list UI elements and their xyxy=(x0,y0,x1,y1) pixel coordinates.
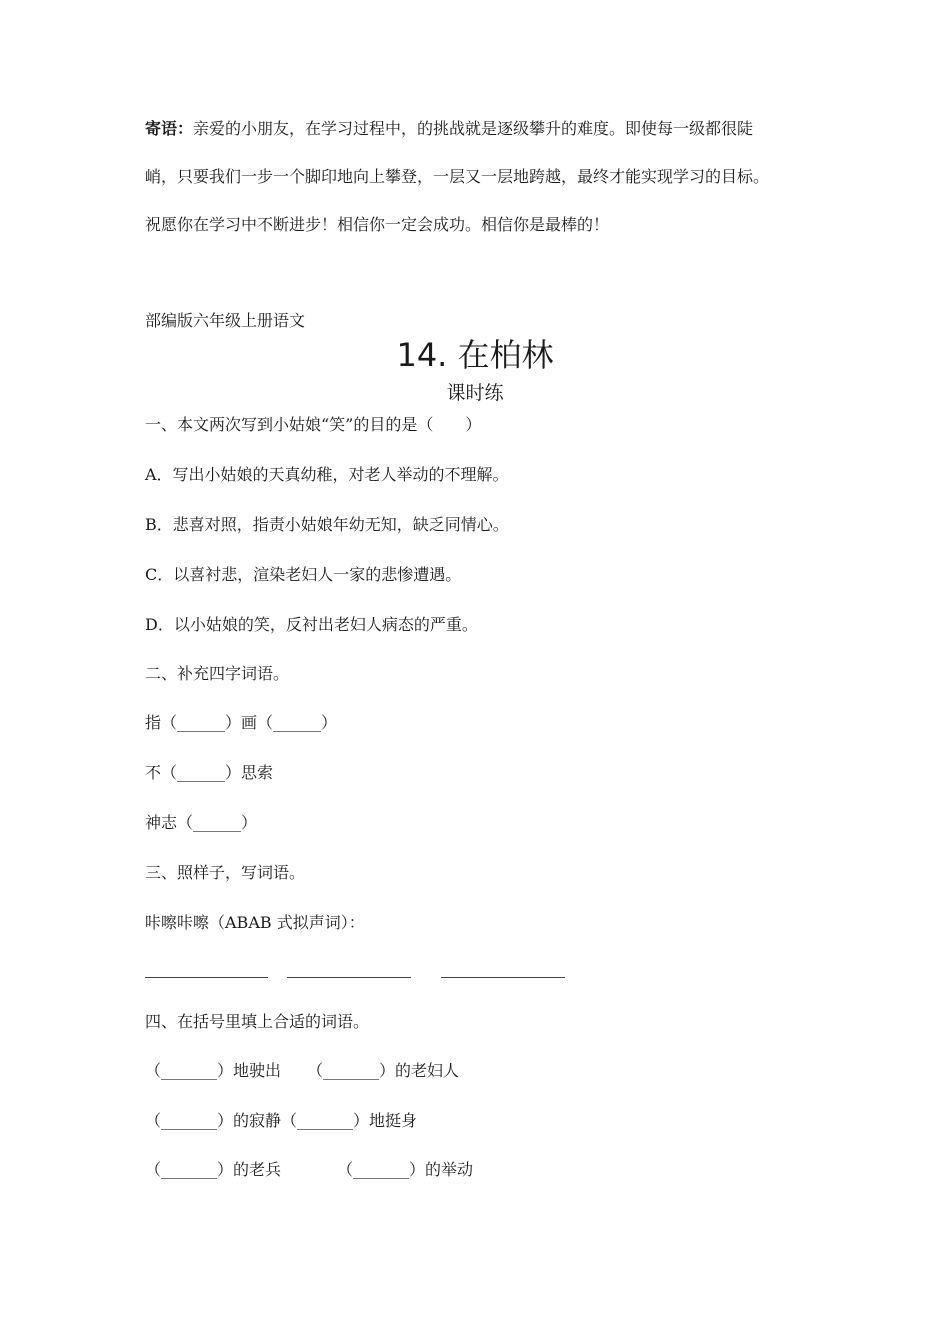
fill-item: （_______）地驶出 xyxy=(145,1061,282,1080)
question-2-item-2: 不（______）思索 xyxy=(145,763,274,782)
subject-label: 部编版六年级上册语文 xyxy=(145,311,306,330)
question-1-stem: 一、本文两次写到小姑娘“笑”的目的是（ ） xyxy=(145,415,482,434)
question-1-option-c: C．以喜衬悲，渲染老妇人一家的悲惨遭遇。 xyxy=(145,565,462,584)
answer-blank-2[interactable] xyxy=(287,977,411,978)
fill-item: （_______）的老兵 xyxy=(145,1160,282,1179)
page-title: 14. 在柏林 xyxy=(396,336,554,374)
question-3-stem: 三、照样子，写词语。 xyxy=(145,863,306,882)
answer-blank-3[interactable] xyxy=(441,977,565,978)
fill-item: （_______）的寂静 xyxy=(145,1111,282,1130)
motto-line-1 xyxy=(145,116,753,139)
question-4-row-3 xyxy=(145,1157,473,1180)
motto-line-2: 峭，只要我们一步一个脚印地向上攀登，一层又一层地跨越，最终才能实现学习的目标。 xyxy=(145,167,770,186)
question-2-item-3: 神志（______） xyxy=(145,813,258,832)
question-2-item-1: 指（______）画（______） xyxy=(145,713,338,732)
motto-text-1: 亲爱的小朋友，在学习过程中，的挑战就是逐级攀升的难度。即使每一级都很陡 xyxy=(193,119,754,138)
question-2-stem: 二、补充四字词语。 xyxy=(145,664,290,683)
fill-item: （_______）的举动 xyxy=(337,1160,474,1179)
question-4-stem: 四、在括号里填上合适的词语。 xyxy=(145,1012,370,1031)
question-4-row-1 xyxy=(145,1058,459,1081)
page-subtitle: 课时练 xyxy=(446,382,504,404)
question-4-row-2 xyxy=(145,1108,417,1131)
motto-line-3: 祝愿你在学习中不断进步！相信你一定会成功。相信你是最棒的！ xyxy=(145,215,610,234)
motto-label: 寄语： xyxy=(145,119,194,138)
answer-blank-1[interactable] xyxy=(145,977,268,978)
question-1-option-a: A．写出小姑娘的天真幼稚，对老人举动的不理解。 xyxy=(145,465,509,484)
question-1-option-b: B．悲喜对照，指责小姑娘年幼无知，缺乏同情心。 xyxy=(145,515,509,534)
fill-item: （_______）地挺身 xyxy=(281,1111,418,1130)
question-1-option-d: D．以小姑娘的笑，反衬出老妇人病态的严重。 xyxy=(145,615,478,634)
fill-item: （_______）的老妇人 xyxy=(307,1061,460,1080)
question-3-example: 咔嚓咔嚓（ABAB 式拟声词）： xyxy=(145,913,365,932)
